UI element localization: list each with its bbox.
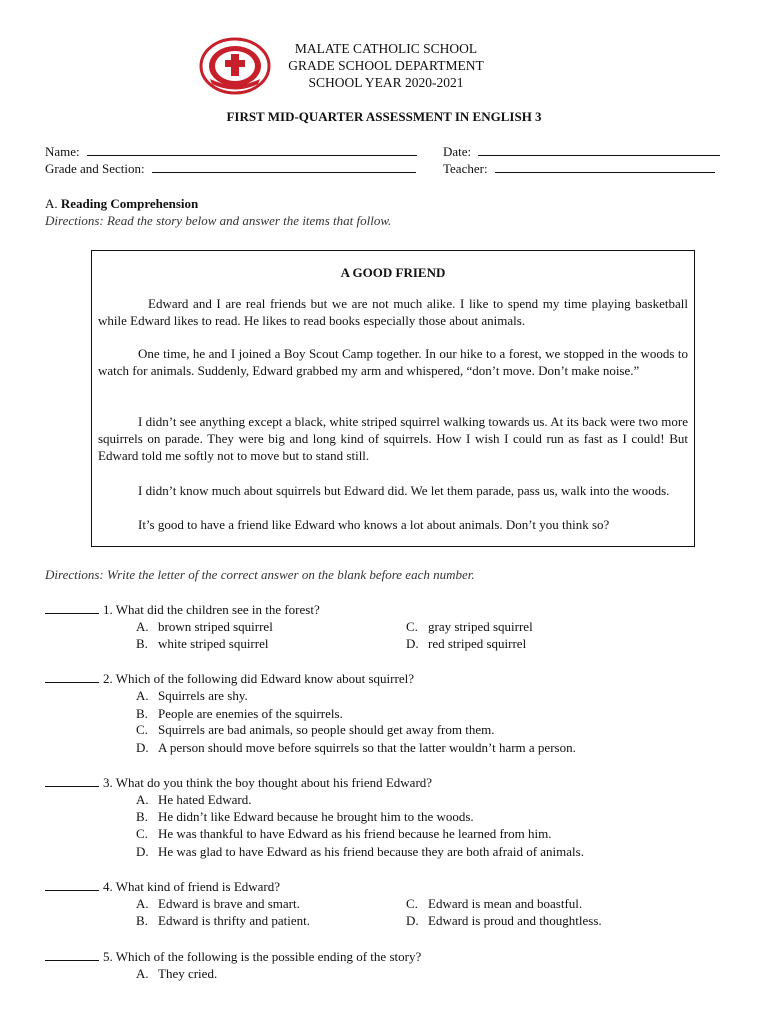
- story-paragraph: I didn’t see anything except a black, white striped squirrel walking towards us. At its back were two more squirrels on parade. They were big and long kind of squirrels. How I wish I could run as fast as I could! But Edward told me softly not to move but to stand still.: [98, 414, 688, 463]
- date-line[interactable]: [478, 143, 720, 156]
- department-name: GRADE SCHOOL DEPARTMENT: [288, 58, 484, 73]
- answer-blank-1[interactable]: [45, 601, 99, 614]
- teacher-label: Teacher:: [443, 161, 488, 176]
- school-header: [276, 40, 496, 91]
- date-label: Date:: [443, 144, 472, 159]
- question-3: 3. What do you think the boy thought about his friend Edward?: [45, 774, 432, 791]
- option-3a: A. He hated Edward.: [136, 792, 252, 807]
- answer-blank-4[interactable]: [45, 878, 99, 891]
- question-5: 5. Which of the following is the possible ending of the story?: [45, 948, 421, 965]
- date-field[interactable]: [443, 143, 720, 160]
- grade-section-label: Grade and Section:: [45, 161, 145, 176]
- answer-blank-3[interactable]: [45, 774, 99, 787]
- name-line[interactable]: [87, 143, 417, 156]
- section-a-heading: A. Reading Comprehension: [45, 196, 199, 211]
- option-1b: B. white striped squirrel: [136, 636, 269, 651]
- answer-blank-2[interactable]: [45, 670, 99, 683]
- directions-reading: Directions: Read the story below and answer the items that follow.: [45, 213, 392, 228]
- school-seal: [196, 37, 274, 95]
- name-label: Name:: [45, 144, 80, 159]
- story-paragraph: One time, he and I joined a Boy Scout Camp together. In our hike to a forest, we stopped in the woods to watch for animals. Suddenly, Edward grabbed my arm and whispered, “don’t move. Don’t make noise.”: [98, 346, 688, 378]
- option-4a: A. Edward is brave and smart.: [136, 896, 300, 911]
- grade-section-line[interactable]: [152, 160, 416, 173]
- option-4b: B. Edward is thrifty and patient.: [136, 913, 310, 928]
- assessment-title: FIRST MID-QUARTER ASSESSMENT IN ENGLISH 3: [226, 109, 542, 124]
- name-field[interactable]: [45, 143, 417, 160]
- story-paragraph: Edward and I are real friends but we are not much alike. I like to spend my time playing basketball while Edward likes to read. He likes to read books especially those about animals.: [98, 296, 688, 328]
- school-year: SCHOOL YEAR 2020-2021: [308, 75, 464, 90]
- option-3d: D. He was glad to have Edward as his friend because they are both afraid of animals.: [136, 844, 584, 859]
- option-2d: D. A person should move before squirrels so that the latter wouldn’t harm a person.: [136, 740, 576, 755]
- option-3b: B. He didn’t like Edward because he brought him to the woods.: [136, 809, 474, 824]
- option-5a: A. They cried.: [136, 966, 218, 981]
- option-2c: C. Squirrels are bad animals, so people should get away from them.: [136, 722, 495, 737]
- question-4: 4. What kind of friend is Edward?: [45, 878, 280, 895]
- story-paragraph: It’s good to have a friend like Edward who knows a lot about animals. Don’t you think so?: [138, 517, 610, 532]
- teacher-line[interactable]: [495, 160, 715, 173]
- school-name: MALATE CATHOLIC SCHOOL: [294, 41, 478, 56]
- option-2b: B. People are enemies of the squirrels.: [136, 706, 343, 721]
- teacher-field[interactable]: [443, 160, 715, 177]
- story-paragraph: I didn’t know much about squirrels but Edward did. We let them parade, pass us, walk into the woods.: [138, 483, 670, 498]
- option-4c: C. Edward is mean and boastful.: [406, 896, 583, 911]
- option-1a: A. brown striped squirrel: [136, 619, 273, 634]
- question-2: 2. Which of the following did Edward know about squirrel?: [45, 670, 414, 687]
- question-1: 1. What did the children see in the forest?: [45, 601, 320, 618]
- option-2a: A. Squirrels are shy.: [136, 688, 248, 703]
- story-title: A GOOD FRIEND: [340, 265, 446, 280]
- option-1c: C. gray striped squirrel: [406, 619, 533, 634]
- directions-answers: Directions: Write the letter of the correct answer on the blank before each number.: [45, 567, 475, 582]
- grade-section-field[interactable]: [45, 160, 416, 177]
- story-box: [91, 250, 695, 547]
- option-4d: D. Edward is proud and thoughtless.: [406, 913, 602, 928]
- option-3c: C. He was thankful to have Edward as his friend because he learned from him.: [136, 826, 552, 841]
- option-1d: D. red striped squirrel: [406, 636, 527, 651]
- answer-blank-5[interactable]: [45, 948, 99, 961]
